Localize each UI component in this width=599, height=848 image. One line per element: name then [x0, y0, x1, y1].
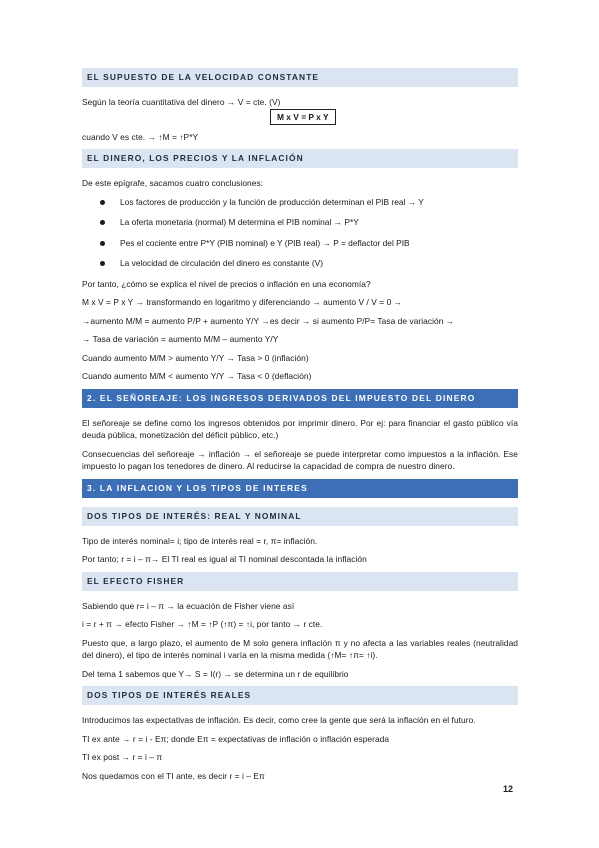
bullet-icon [100, 241, 105, 246]
list-item-text: Pes el cociente entre P*Y (PIB nominal) e Y (PIB real) → P = deflactor del PIB [120, 237, 410, 248]
paragraph: De este epígrafe, sacamos cuatro conclusiones: [82, 178, 264, 188]
paragraph: El señoreaje se define como los ingresos obtenidos por imprimir dinero. Por ej: para financiar el gasto público vía deuda pública, monetización del déficit público, etc.) [82, 417, 518, 440]
list-item-text: Los factores de producción y la función de producción determinan el PIB real → Y [120, 196, 424, 207]
conclusions-list [82, 196, 518, 270]
paragraph: Cuando aumento M/M < aumento Y/Y → Tasa < 0 (deflación) [82, 371, 312, 381]
equation-box-wrap [82, 109, 518, 127]
paragraph: Por tanto, ¿cómo se explica el nivel de precios o inflación en una economía? [82, 278, 371, 289]
bullet-icon [100, 261, 105, 266]
paragraph: → Tasa de variación = aumento M/M – aumento Y/Y [82, 334, 279, 344]
section-heading-tipos-reales: DOS TIPOS DE INTERÉS REALES [82, 686, 518, 705]
paragraph: →aumento M/M = aumento P/P + aumento Y/Y →es decir → si aumento P/P= Tasa de variación → [82, 315, 455, 326]
paragraph: i = r + π → efecto Fisher → ↑M = ↑P (↑π) = ↑i, por tanto → r cte. [82, 619, 323, 629]
paragraph: TI ex post → r = i – π [82, 752, 163, 762]
section-heading-dinero-precios: EL DINERO, LOS PRECIOS Y LA INFLACIÓN [82, 149, 518, 168]
page-number: 12 [503, 784, 514, 794]
paragraph: Tipo de interés nominal= i; tipo de interés real = r, π= inflación. [82, 535, 318, 546]
section-heading-inflacion-tipos: 3. LA INFLACION Y LOS TIPOS DE INTERES [82, 479, 518, 498]
list-item-text: La velocidad de circulación del dinero es constante (V) [120, 258, 323, 268]
paragraph: Introducimos las expectativas de inflación. Es decir, como cree la gente que será la inflación en el futuro. [82, 715, 476, 725]
equation-box: M x V = P x Y [270, 109, 336, 125]
paragraph: Puesto que, a largo plazo, el aumento de M solo genera inflación π y no afecta a las variables reales (neutralidad del dinero), el tipo de interés nominal i varía en la misma medida (↑M= ↑π= ↑i). [82, 637, 518, 660]
paragraph: TI ex ante → r = i - Eπ; donde Eπ = expectativas de inflación o inflación esperada [82, 733, 390, 744]
paragraph: Nos quedamos con el TI ante, es decir r = i – Eπ [82, 770, 265, 781]
list-item [82, 237, 518, 250]
paragraph: Consecuencias del señoreaje → inflación → el señoreaje se puede interpretar como impuestos a la inflación. Ese impuesto lo pagan los tenedores de dinero. Al reducirse la capacidad de compra de nuestro dinero. [82, 448, 518, 471]
section-heading-fisher: EL EFECTO FISHER [82, 572, 518, 591]
paragraph: Del tema 1 sabemos que Y→ S = I(r) → se determina un r de equilibrio [82, 668, 349, 679]
paragraph: Cuando aumento M/M > aumento Y/Y → Tasa > 0 (inflación) [82, 352, 309, 363]
section-heading-velocidad: EL SUPUESTO DE LA VELOCIDAD CONSTANTE [82, 68, 518, 87]
paragraph: M x V = P x Y → transformando en logaritmo y diferenciando → aumento V / V = 0 → [82, 297, 403, 307]
list-item [82, 257, 518, 270]
list-item-text: La oferta monetaria (normal) M determina el PIB nominal → P*Y [120, 217, 359, 227]
section-heading-senoreaje: 2. EL SEÑOREAJE: LOS INGRESOS DERIVADOS DEL IMPUESTO DEL DINERO [82, 389, 518, 408]
paragraph: Según la teoría cuantitativa del dinero → V = cte. (V) [82, 97, 281, 107]
bullet-icon [100, 220, 105, 225]
paragraph: Sabiendo que r= i – π → la ecuación de Fisher viene así [82, 600, 295, 611]
bullet-icon [100, 200, 105, 205]
list-item [82, 196, 518, 209]
paragraph: cuando V es cte. → ↑M = ↑P*Y [82, 131, 199, 142]
list-item [82, 216, 518, 229]
section-heading-real-nominal: DOS TIPOS DE INTERÉS: REAL Y NOMINAL [82, 507, 518, 526]
page-content [82, 68, 518, 788]
paragraph: Por tanto; r = i – π→ El TI real es igual al TI nominal descontada la inflación [82, 554, 367, 564]
